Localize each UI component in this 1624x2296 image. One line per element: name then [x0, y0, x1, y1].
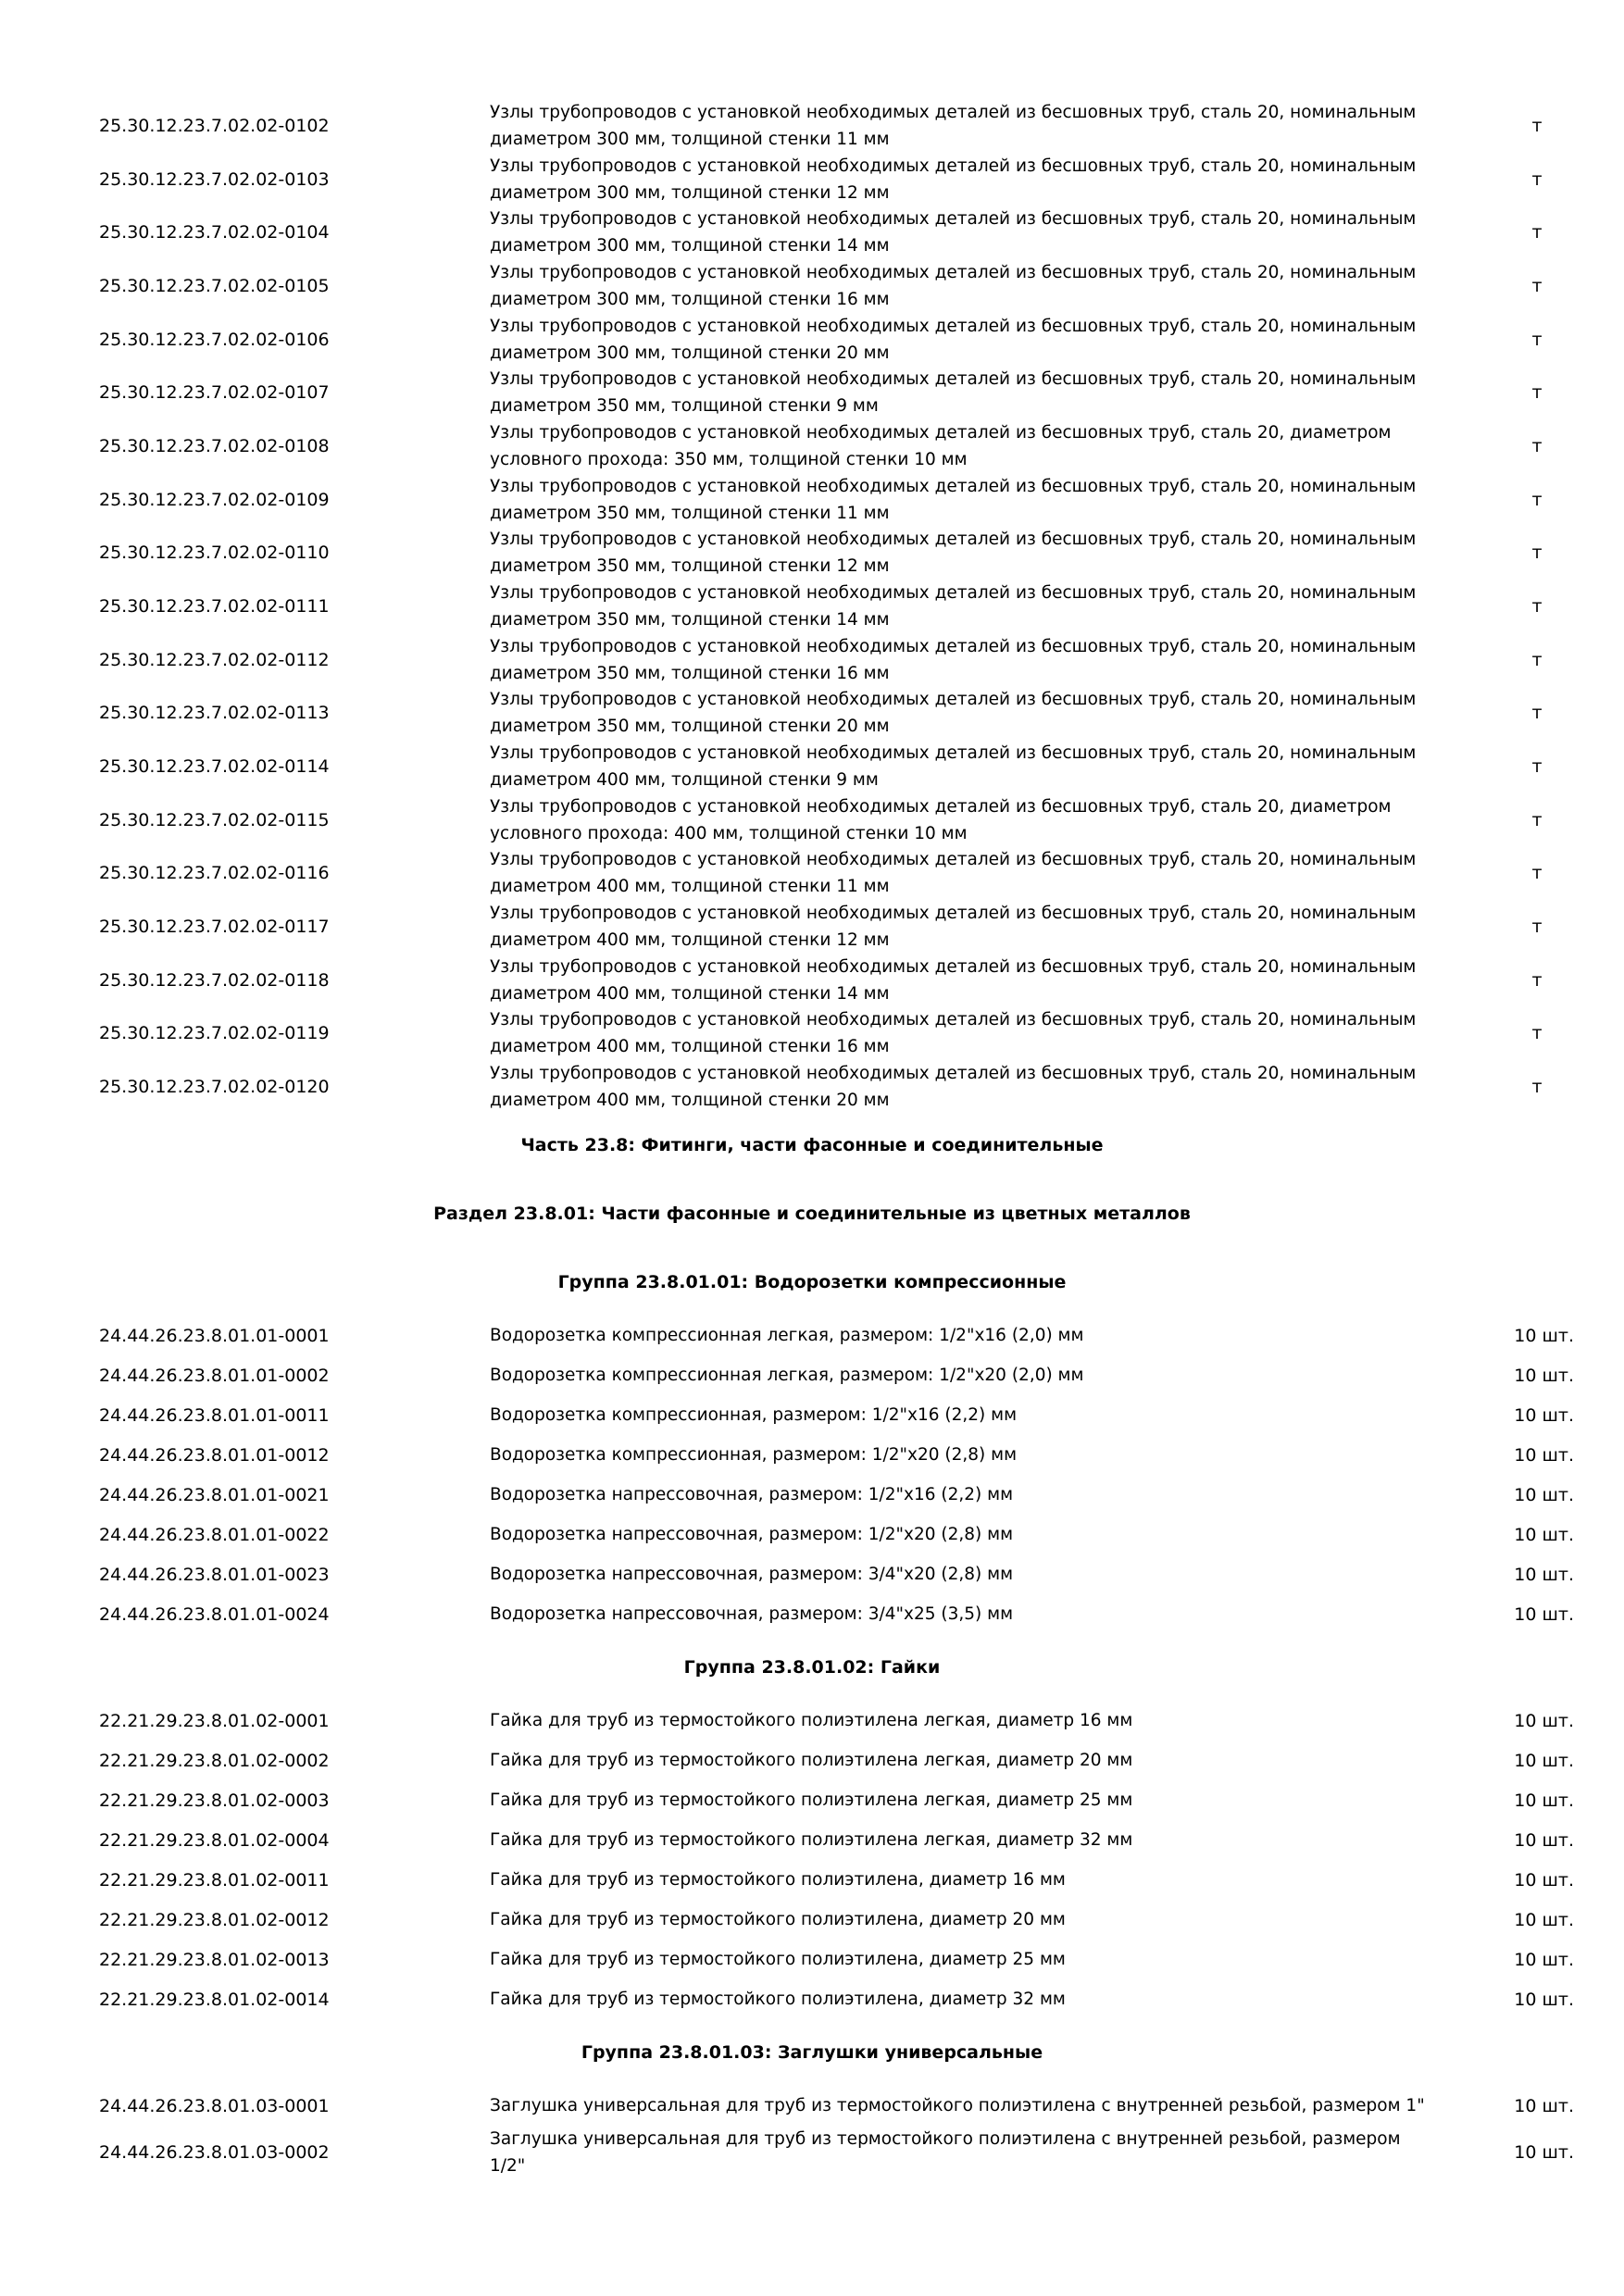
row-description: Гайка для труб из термостойкого полиэтилена, диаметр 20 мм [490, 1910, 1066, 1929]
table-row [0, 1780, 1624, 1820]
row-unit: 10 шт. [1514, 1564, 1574, 1585]
row-description: Узлы трубопроводов с установкой необходимых деталей из бесшовных труб, сталь 20, номинальным диаметром 300 мм, толщиной стенки 14 мм [490, 209, 1417, 256]
table-row [0, 153, 1624, 206]
table-row [0, 1060, 1624, 1114]
row-code: 22.21.29.23.8.01.02-0011 [99, 1869, 330, 1890]
row-unit: 10 шт. [1514, 1603, 1574, 1625]
row-unit: 10 шт. [1514, 1365, 1574, 1386]
table-row [0, 313, 1624, 367]
row-unit: т [1531, 276, 1543, 296]
row-description: Заглушка универсальная для труб из термостойкого полиэтилена с внутренней резьбой, размером 1" [490, 2096, 1425, 2115]
row-code: 24.44.26.23.8.01.01-0023 [99, 1564, 330, 1585]
row-description: Водорозетка напрессовочная, размером: 1/2"х20 (2,8) мм [490, 1525, 1014, 1544]
row-description: Узлы трубопроводов с установкой необходимых деталей из бесшовных труб, сталь 20, номинальным диаметром 350 мм, толщиной стенки 12 мм [490, 530, 1417, 576]
table-row [0, 1395, 1624, 1435]
row-description: Узлы трубопроводов с установкой необходимых деталей из бесшовных труб, сталь 20, диаметром условного прохода: 350 мм, толщиной стенки 10 мм [490, 423, 1392, 469]
row-code: 24.44.26.23.8.01.01-0002 [99, 1365, 330, 1386]
table-row [0, 99, 1624, 153]
table-row [0, 1741, 1624, 1780]
table-row [0, 1515, 1624, 1554]
group-heading: Группа 23.8.01.01: Водорозетки компрессионные [557, 1272, 1067, 1292]
row-unit: 10 шт. [1514, 1750, 1574, 1771]
part-heading: Часть 23.8: Фитинги, части фасонные и соединительные [520, 1135, 1104, 1155]
table-row [0, 2126, 1624, 2179]
table-row [0, 526, 1624, 580]
row-unit: т [1531, 970, 1543, 991]
row-code: 25.30.12.23.7.02.02-0109 [99, 490, 330, 510]
row-unit: т [1531, 1023, 1543, 1043]
row-code: 22.21.29.23.8.01.02-0004 [99, 1829, 330, 1851]
row-unit: 10 шт. [1514, 1829, 1574, 1851]
row-unit: т [1531, 169, 1543, 190]
row-code: 22.21.29.23.8.01.02-0012 [99, 1909, 330, 1930]
row-description: Гайка для труб из термостойкого полиэтилена, диаметр 32 мм [490, 1990, 1066, 2009]
row-description: Водорозетка напрессовочная, размером: 3/4"х20 (2,8) мм [490, 1565, 1014, 1584]
row-code: 22.21.29.23.8.01.02-0002 [99, 1750, 330, 1771]
row-description: Узлы трубопроводов с установкой необходимых деталей из бесшовных труб, сталь 20, номинальным диаметром 400 мм, толщиной стенки 11 мм [490, 850, 1417, 896]
row-description: Узлы трубопроводов с установкой необходимых деталей из бесшовных труб, сталь 20, номинальным диаметром 300 мм, толщиной стенки 16 мм [490, 263, 1417, 309]
row-code: 22.21.29.23.8.01.02-0013 [99, 1949, 330, 1970]
row-code: 24.44.26.23.8.01.01-0021 [99, 1484, 330, 1505]
row-unit: 10 шт. [1514, 1909, 1574, 1930]
row-description: Водорозетка напрессовочная, размером: 1/2"х16 (2,2) мм [490, 1485, 1014, 1504]
row-code: 25.30.12.23.7.02.02-0113 [99, 703, 330, 723]
row-description: Узлы трубопроводов с установкой необходимых деталей из бесшовных труб, сталь 20, номинальным диаметром 300 мм, толщиной стенки 20 мм [490, 317, 1417, 363]
row-code: 25.30.12.23.7.02.02-0116 [99, 863, 330, 883]
table-row [0, 1475, 1624, 1515]
row-description: Узлы трубопроводов с установкой необходимых деталей из бесшовных труб, сталь 20, номинальным диаметром 350 мм, толщиной стенки 14 мм [490, 583, 1417, 630]
table-row [0, 1701, 1624, 1741]
row-unit: т [1531, 382, 1543, 403]
table-row [0, 473, 1624, 527]
row-unit: 10 шт. [1514, 1869, 1574, 1890]
row-code: 25.30.12.23.7.02.02-0115 [99, 810, 330, 830]
table-row [0, 2086, 1624, 2126]
row-description: Гайка для труб из термостойкого полиэтилена легкая, диаметр 32 мм [490, 1830, 1133, 1850]
row-description: Водорозетка компрессионная, размером: 1/2"х16 (2,2) мм [490, 1405, 1018, 1425]
row-unit: т [1531, 650, 1543, 670]
table-row [0, 259, 1624, 313]
table-row [0, 1355, 1624, 1395]
row-description: Заглушка универсальная для труб из термостойкого полиэтилена с внутренней резьбой, размером 1/2" [490, 2129, 1401, 2176]
row-unit: 10 шт. [1514, 1989, 1574, 2010]
row-unit: т [1531, 116, 1543, 136]
row-code: 25.30.12.23.7.02.02-0108 [99, 436, 330, 456]
row-description: Гайка для труб из термостойкого полиэтилена легкая, диаметр 20 мм [490, 1751, 1133, 1770]
row-description: Узлы трубопроводов с установкой необходимых деталей из бесшовных труб, сталь 20, номинальным диаметром 300 мм, толщиной стенки 11 мм [490, 103, 1417, 149]
table-row [0, 1594, 1624, 1634]
row-code: 24.44.26.23.8.01.03-0002 [99, 2142, 330, 2163]
table-row [0, 1900, 1624, 1940]
row-code: 24.44.26.23.8.01.01-0022 [99, 1524, 330, 1545]
table-row [0, 1860, 1624, 1900]
row-code: 25.30.12.23.7.02.02-0112 [99, 650, 330, 670]
table-row [0, 633, 1624, 687]
row-unit: 10 шт. [1514, 1325, 1574, 1346]
table-row [0, 686, 1624, 740]
row-description: Водорозетка компрессионная легкая, размером: 1/2"х20 (2,0) мм [490, 1366, 1084, 1385]
table-row [0, 793, 1624, 847]
row-code: 25.30.12.23.7.02.02-0107 [99, 382, 330, 403]
row-unit: 10 шт. [1514, 1949, 1574, 1970]
row-unit: т [1531, 917, 1543, 937]
row-unit: 10 шт. [1514, 1444, 1574, 1466]
row-unit: т [1531, 1077, 1543, 1097]
row-unit: 10 шт. [1514, 2095, 1574, 2116]
table-row [0, 846, 1624, 900]
row-unit: т [1531, 436, 1543, 456]
table-row [0, 1435, 1624, 1475]
row-unit: т [1531, 490, 1543, 510]
row-code: 25.30.12.23.7.02.02-0118 [99, 970, 330, 991]
row-description: Узлы трубопроводов с установкой необходимых деталей из бесшовных труб, сталь 20, номинальным диаметром 400 мм, толщиной стенки 9 мм [490, 743, 1417, 790]
row-unit: т [1531, 330, 1543, 350]
row-code: 25.30.12.23.7.02.02-0103 [99, 169, 330, 190]
row-unit: т [1531, 596, 1543, 617]
row-description: Узлы трубопроводов с установкой необходимых деталей из бесшовных труб, сталь 20, номинальным диаметром 400 мм, толщиной стенки 16 мм [490, 1010, 1417, 1056]
row-description: Узлы трубопроводов с установкой необходимых деталей из бесшовных труб, сталь 20, номинальным диаметром 350 мм, толщиной стенки 16 мм [490, 637, 1417, 683]
row-unit: т [1531, 863, 1543, 883]
row-unit: 10 шт. [1514, 1790, 1574, 1811]
row-unit: т [1531, 810, 1543, 830]
group-heading: Группа 23.8.01.02: Гайки [683, 1657, 941, 1678]
row-code: 25.30.12.23.7.02.02-0105 [99, 276, 330, 296]
row-code: 25.30.12.23.7.02.02-0120 [99, 1077, 330, 1097]
row-description: Узлы трубопроводов с установкой необходимых деталей из бесшовных труб, сталь 20, номинальным диаметром 350 мм, толщиной стенки 11 мм [490, 477, 1417, 523]
row-code: 22.21.29.23.8.01.02-0001 [99, 1710, 330, 1731]
row-description: Гайка для труб из термостойкого полиэтилена, диаметр 16 мм [490, 1870, 1066, 1890]
row-code: 24.44.26.23.8.01.01-0001 [99, 1325, 330, 1346]
row-code: 25.30.12.23.7.02.02-0110 [99, 543, 330, 563]
row-description: Узлы трубопроводов с установкой необходимых деталей из бесшовных труб, сталь 20, номинальным диаметром 350 мм, толщиной стенки 20 мм [490, 690, 1417, 736]
row-code: 22.21.29.23.8.01.02-0003 [99, 1790, 330, 1811]
row-description: Узлы трубопроводов с установкой необходимых деталей из бесшовных труб, сталь 20, номинальным диаметром 400 мм, толщиной стенки 14 мм [490, 957, 1417, 1004]
row-code: 24.44.26.23.8.01.01-0024 [99, 1603, 330, 1625]
table-row [0, 740, 1624, 793]
table-row [0, 580, 1624, 633]
row-code: 25.30.12.23.7.02.02-0114 [99, 756, 330, 777]
row-description: Водорозетка компрессионная, размером: 1/2"х20 (2,8) мм [490, 1445, 1018, 1465]
row-unit: т [1531, 756, 1543, 777]
row-unit: 10 шт. [1514, 1524, 1574, 1545]
table-row [0, 366, 1624, 419]
row-code: 25.30.12.23.7.02.02-0117 [99, 917, 330, 937]
row-description: Гайка для труб из термостойкого полиэтилена, диаметр 25 мм [490, 1950, 1066, 1969]
row-unit: т [1531, 222, 1543, 243]
row-description: Гайка для труб из термостойкого полиэтилена легкая, диаметр 25 мм [490, 1791, 1133, 1810]
row-description: Гайка для труб из термостойкого полиэтилена легкая, диаметр 16 мм [490, 1711, 1133, 1730]
row-description: Узлы трубопроводов с установкой необходимых деталей из бесшовных труб, сталь 20, номинальным диаметром 350 мм, толщиной стенки 9 мм [490, 369, 1417, 416]
section-heading: Раздел 23.8.01: Части фасонные и соединительные из цветных металлов [433, 1204, 1191, 1224]
row-code: 24.44.26.23.8.01.03-0001 [99, 2095, 330, 2116]
row-code: 24.44.26.23.8.01.01-0012 [99, 1444, 330, 1466]
row-code: 22.21.29.23.8.01.02-0014 [99, 1989, 330, 2010]
table-row [0, 206, 1624, 259]
table-row [0, 954, 1624, 1007]
table-row [0, 1979, 1624, 2019]
row-description: Узлы трубопроводов с установкой необходимых деталей из бесшовных труб, сталь 20, номинальным диаметром 400 мм, толщиной стенки 20 мм [490, 1064, 1417, 1110]
row-description: Узлы трубопроводов с установкой необходимых деталей из бесшовных труб, сталь 20, номинальным диаметром 400 мм, толщиной стенки 12 мм [490, 904, 1417, 950]
table-row [0, 1940, 1624, 1979]
table-row [0, 419, 1624, 473]
row-code: 25.30.12.23.7.02.02-0106 [99, 330, 330, 350]
row-code: 25.30.12.23.7.02.02-0102 [99, 116, 330, 136]
table-row [0, 1820, 1624, 1860]
row-description: Узлы трубопроводов с установкой необходимых деталей из бесшовных труб, сталь 20, номинальным диаметром 300 мм, толщиной стенки 12 мм [490, 156, 1417, 203]
row-code: 25.30.12.23.7.02.02-0119 [99, 1023, 330, 1043]
row-unit: т [1531, 543, 1543, 563]
row-description: Водорозетка напрессовочная, размером: 3/4"х25 (3,5) мм [490, 1604, 1014, 1624]
group-heading: Группа 23.8.01.03: Заглушки универсальные [581, 2042, 1043, 2063]
row-unit: 10 шт. [1514, 1484, 1574, 1505]
row-unit: 10 шт. [1514, 1404, 1574, 1426]
table-row [0, 900, 1624, 954]
row-unit: т [1531, 703, 1543, 723]
row-description: Узлы трубопроводов с установкой необходимых деталей из бесшовных труб, сталь 20, диаметром условного прохода: 400 мм, толщиной стенки 10 мм [490, 797, 1392, 843]
row-code: 25.30.12.23.7.02.02-0111 [99, 596, 330, 617]
row-unit: 10 шт. [1514, 2142, 1574, 2163]
table-row [0, 1006, 1624, 1060]
table-row [0, 1554, 1624, 1594]
row-code: 25.30.12.23.7.02.02-0104 [99, 222, 330, 243]
table-row [0, 1316, 1624, 1355]
row-unit: 10 шт. [1514, 1710, 1574, 1731]
row-code: 24.44.26.23.8.01.01-0011 [99, 1404, 330, 1426]
row-description: Водорозетка компрессионная легкая, размером: 1/2"х16 (2,0) мм [490, 1326, 1084, 1345]
